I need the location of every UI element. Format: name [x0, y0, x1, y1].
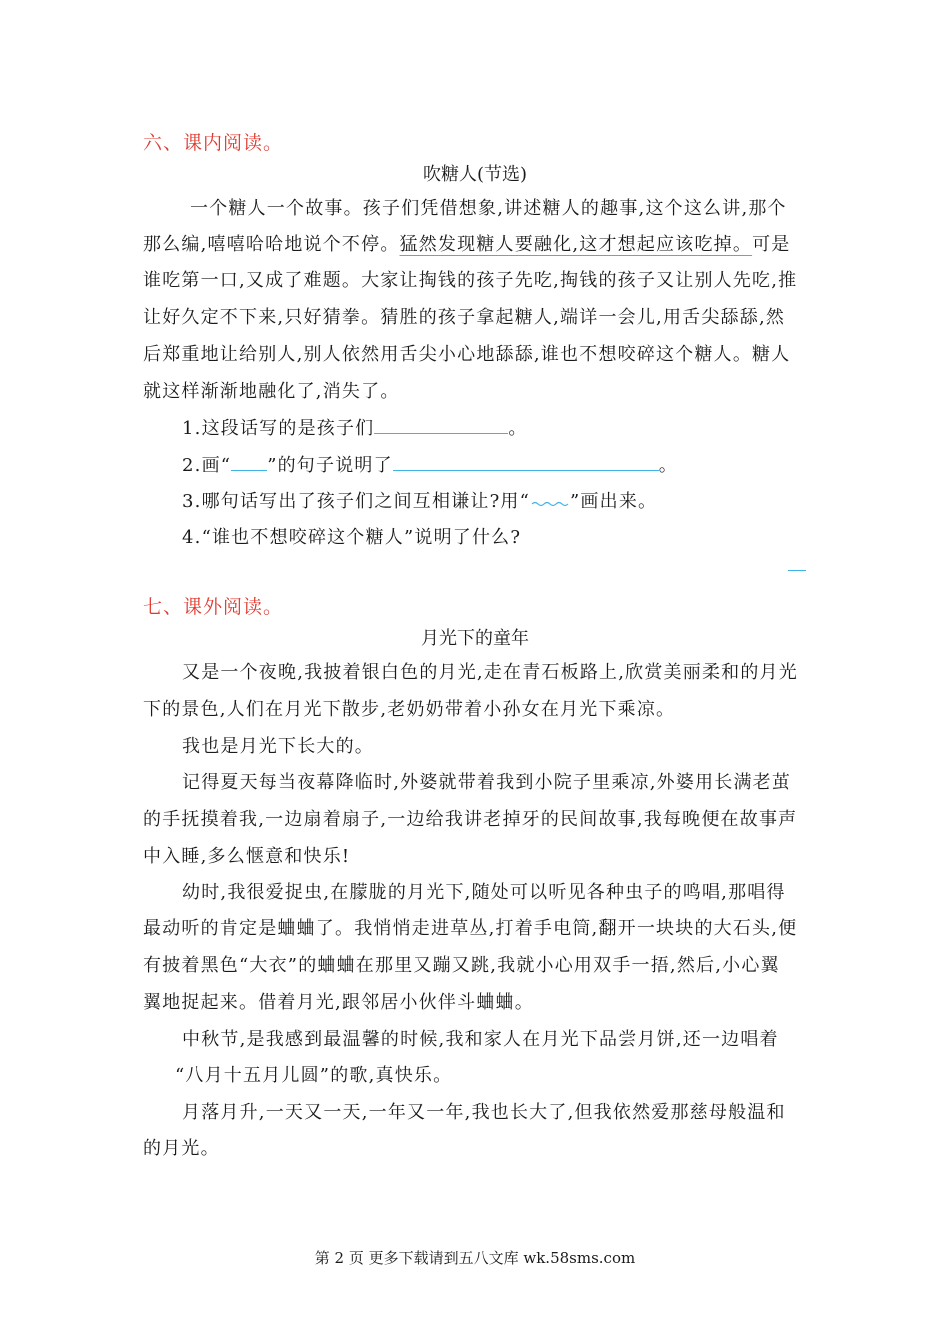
s7-line-3: 我也是月光下长大的。: [182, 736, 374, 757]
underline-symbol: [231, 452, 267, 471]
s7-line-1: 又是一个夜晚,我披着银白色的月光,走在青石板路上,欣赏美丽柔和的月光: [182, 662, 798, 683]
question-1-text: 1.这段话写的是孩子们: [182, 418, 375, 439]
question-1-end: 。: [508, 418, 528, 439]
question-2-end: 。: [658, 455, 678, 476]
question-3: [182, 487, 657, 513]
section7-heading: 七、课外阅读。: [143, 596, 284, 618]
s7-line-14: 的月光。: [143, 1138, 220, 1159]
s7-line-11: 中秋节,是我感到最温馨的时候,我和家人在月光下品尝月饼,还一边唱着: [182, 1029, 779, 1050]
question-2-text-b: ”的句子说明了: [267, 455, 393, 476]
s7-line-2: 下的景色,人们在月光下散步,老奶奶带着小孙女在月光下乘凉。: [143, 699, 676, 720]
s7-line-9: 有披着黑色“大衣”的蛐蛐在那里又蹦又跳,我就小心用双手一捂,然后,小心翼: [143, 955, 780, 976]
s6-line-6: 就这样渐渐地融化了,消失了。: [143, 381, 400, 402]
section7-title: 月光下的童年: [421, 628, 529, 649]
s7-line-7: 幼时,我很爱捉虫,在朦胧的月光下,随处可以听见各种虫子的鸣唱,那唱得: [182, 882, 786, 903]
answer-line-4[interactable]: [788, 570, 806, 571]
wavy-line-symbol: [530, 495, 570, 507]
underlined-sentence: 猛然发现糖人要融化,这才想起应该吃掉。: [399, 234, 753, 255]
s7-line-4: 记得夏天每当夜幕降临时,外婆就带着我到小院子里乘凉,外婆用长满老茧: [182, 772, 792, 793]
question-1: [182, 414, 528, 440]
s7-line-6: 中入睡,多么惬意和快乐!: [143, 846, 351, 867]
question-3-text-b: ”画出来。: [570, 491, 658, 512]
s7-line-12: “八月十五月儿圆”的歌,真快乐。: [175, 1065, 453, 1086]
section6-heading: 六、课内阅读。: [143, 132, 284, 154]
s6-line-2-text: 那么编,嘻嘻哈哈地说个不停。: [143, 234, 400, 255]
s7-line-10: 翼地捉起来。借着月光,跟邻居小伙伴斗蛐蛐。: [143, 992, 534, 1013]
s6-line-2: [143, 230, 790, 256]
answer-blank-1[interactable]: [374, 415, 508, 434]
s6-line-2-tail: 可是: [752, 234, 791, 255]
section6-title: 吹糖人(节选): [422, 164, 528, 185]
answer-blank-2[interactable]: [393, 452, 659, 471]
s6-line-4: 让好久定不下来,只好猜拳。猜胜的孩子拿起糖人,端详一会儿,用舌尖舔舔,然: [143, 307, 786, 328]
question-2: [182, 451, 678, 477]
s6-line-3: 谁吃第一口,又成了难题。大家让掏钱的孩子先吃,掏钱的孩子又让别人先吃,推: [143, 270, 798, 291]
s7-line-13: 月落月升,一天又一天,一年又一年,我也长大了,但我依然爱那慈母般温和: [182, 1102, 786, 1123]
question-4: 4.“谁也不想咬碎这个糖人”说明了什么?: [182, 527, 522, 548]
s6-line-1: 一个糖人一个故事。孩子们凭借想象,讲述糖人的趣事,这个这么讲,那个: [190, 198, 787, 219]
page-footer: 第 2 页 更多下载请到五八文库 wk.58sms.com: [314, 1249, 636, 1267]
s7-line-8: 最动听的肯定是蛐蛐了。我悄悄走进草丛,打着手电筒,翻开一块块的大石头,便: [143, 918, 798, 939]
s6-line-5: 后郑重地让给别人,别人依然用舌尖小心地舔舔,谁也不想咬碎这个糖人。糖人: [143, 344, 791, 365]
s7-line-5: 的手抚摸着我,一边扇着扇子,一边给我讲老掉牙的民间故事,我每晚便在故事声: [143, 809, 798, 830]
question-3-text-a: 3.哪句话写出了孩子们之间互相谦让?用“: [182, 491, 531, 512]
question-2-text-a: 2.画“: [182, 455, 232, 476]
